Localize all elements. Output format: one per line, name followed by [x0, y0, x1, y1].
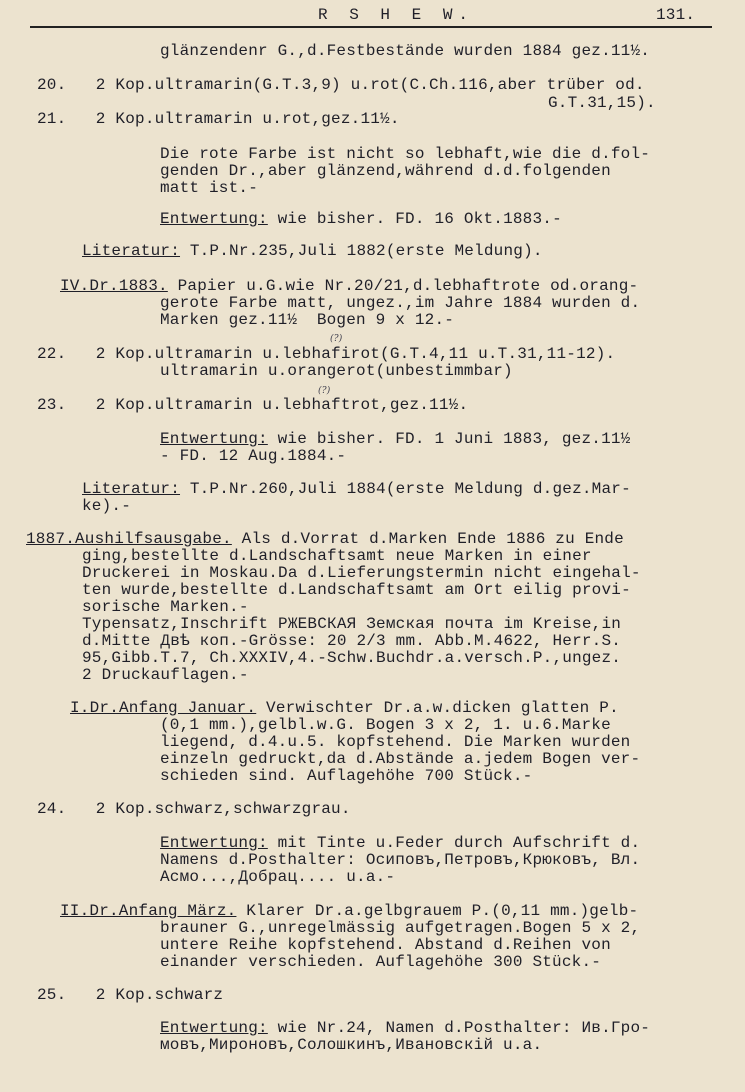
- literatur-label: Literatur:: [82, 480, 181, 498]
- text-line: Literatur: T.P.Nr.260,Juli 1884(erste Meldung d.gez.Mar-: [82, 480, 631, 498]
- handwritten-annotation: (?): [330, 334, 343, 344]
- text-line: glänzendenr G.,d.Festbestände wurden 1884 gez.11½.: [160, 42, 651, 60]
- text-line: Entwertung: wie Nr.24, Namen d.Posthalter: Ив.Гро-: [160, 1019, 651, 1037]
- item-20: 20. 2 Kop.ultramarin(G.T.3,9) u.rot(C.Ch.116,aber trüber od.: [37, 76, 645, 94]
- section-label: IV.Dr.1883.: [60, 277, 168, 295]
- section-ii-heading: II.Dr.Anfang März. Klarer Dr.a.gelbgrauem P.(0,11 mm.)gelb-: [60, 902, 639, 920]
- text-line: matt ist.-: [160, 179, 259, 197]
- handwritten-annotation: (?): [318, 386, 331, 396]
- item-22: 22. 2 Kop.ultramarin u.lebhafirot(G.T.4,11 u.T.31,11-12).: [37, 345, 616, 363]
- text-line: genden Dr.,aber glänzend,während d.d.folgenden: [160, 162, 611, 180]
- text-line: einzeln gedruckt,da d.Abstände a.jedem Bogen ver-: [160, 750, 641, 768]
- text-line: - FD. 12 Aug.1884.-: [160, 447, 347, 465]
- text-line: Druckerei in Moskau.Da d.Lieferungstermin nicht eingehal-: [82, 564, 641, 582]
- item-21: 21. 2 Kop.ultramarin u.rot,gez.11½.: [37, 110, 400, 128]
- literatur-label: Literatur:: [82, 242, 181, 260]
- text-line: Die rote Farbe ist nicht so lebhaft,wie die d.fol-: [160, 145, 651, 163]
- entwertung-label: Entwertung:: [160, 1019, 268, 1037]
- page-number: 131.: [656, 6, 696, 24]
- text-line: G.T.31,15).: [548, 94, 656, 112]
- section-i-heading: I.Dr.Anfang Januar. Verwischter Dr.a.w.dicken glatten P.: [70, 699, 619, 717]
- text-line: sorische Marken.-: [82, 598, 249, 616]
- text-line: gerote Farbe matt, ungez.,im Jahre 1884 wurden d.: [160, 294, 641, 312]
- text-line: Entwertung: mit Tinte u.Feder durch Aufschrift d.: [160, 834, 641, 852]
- text-line: Асмо...,Добрац.... u.a.-: [160, 868, 396, 886]
- text-line: d.Mitte Двѣ коп.-Grösse: 20 2/3 mm. Abb.M.4622, Herr.S.: [82, 632, 622, 650]
- text-line: liegend, d.4.u.5. kopfstehend. Die Marken wurden: [160, 733, 631, 751]
- text-line: 95,Gibb.T.7, Ch.XXXIV,4.-Schw.Buchdr.a.versch.P.,ungez.: [82, 649, 622, 667]
- entwertung-label: Entwertung:: [160, 210, 268, 228]
- text-line: Typensatz,Inschrift РЖЕВСКАЯ Земская почта im Kreise,in: [82, 615, 622, 633]
- section-label: II.Dr.Anfang März.: [60, 902, 237, 920]
- section-label: I.Dr.Anfang Januar.: [70, 699, 257, 717]
- text-line: Marken gez.11½ Bogen 9 x 12.-: [160, 311, 455, 329]
- text-line: ultramarin u.orangerot(unbestimmbar): [160, 362, 513, 380]
- text-line: 2 Druckauflagen.-: [82, 666, 249, 684]
- text-line: ten wurde,bestellte d.Landschaftsamt am Ort eilig provi-: [82, 581, 631, 599]
- text-line: (0,1 mm.),gelbl.w.G. Bogen 3 x 2, 1. u.6.Marke: [160, 716, 611, 734]
- text-line: ke).-: [82, 497, 132, 515]
- text-line: Entwertung: wie bisher. FD. 1 Juni 1883, gez.11½: [160, 430, 631, 448]
- text-line: Namens d.Posthalter: Осиповъ,Петровъ,Крюковъ, Вл.: [160, 851, 641, 869]
- section-label: 1887.Aushilfsausgabe.: [26, 530, 232, 548]
- text-line: brauner G.,unregelmässig aufgetragen.Bogen 5 x 2,: [160, 919, 641, 937]
- item-24: 24. 2 Kop.schwarz,schwarzgrau.: [37, 800, 351, 818]
- text-line: мовъ,Мироновъ,Солошкинъ,Ивановскій u.a.: [160, 1036, 543, 1054]
- text-line: untere Reihe kopfstehend. Abstand d.Reihen von: [160, 936, 611, 954]
- text-line: schieden sind. Auflagehöhe 700 Stück.-: [160, 767, 533, 785]
- page-header-title: R S H E W.: [318, 6, 475, 24]
- text-line: einander verschieden. Auflagehöhe 300 Stück.-: [160, 953, 602, 971]
- text-line: Entwertung: wie bisher. FD. 16 Okt.1883.-: [160, 210, 562, 228]
- header-rule: [30, 26, 712, 28]
- text-line: Literatur: T.P.Nr.235,Juli 1882(erste Meldung).: [82, 242, 543, 260]
- section-iv-heading: IV.Dr.1883. Papier u.G.wie Nr.20/21,d.lebhaftrote od.orang-: [60, 277, 639, 295]
- entwertung-label: Entwertung:: [160, 430, 268, 448]
- section-1887-heading: 1887.Aushilfsausgabe. Als d.Vorrat d.Marken Ende 1886 zu Ende: [26, 530, 624, 548]
- entwertung-label: Entwertung:: [160, 834, 268, 852]
- item-23: 23. 2 Kop.ultramarin u.lebhaftrot,gez.11½.: [37, 396, 469, 414]
- text-line: ging,bestellte d.Landschaftsamt neue Marken in einer: [82, 547, 592, 565]
- item-25: 25. 2 Kop.schwarz: [37, 986, 224, 1004]
